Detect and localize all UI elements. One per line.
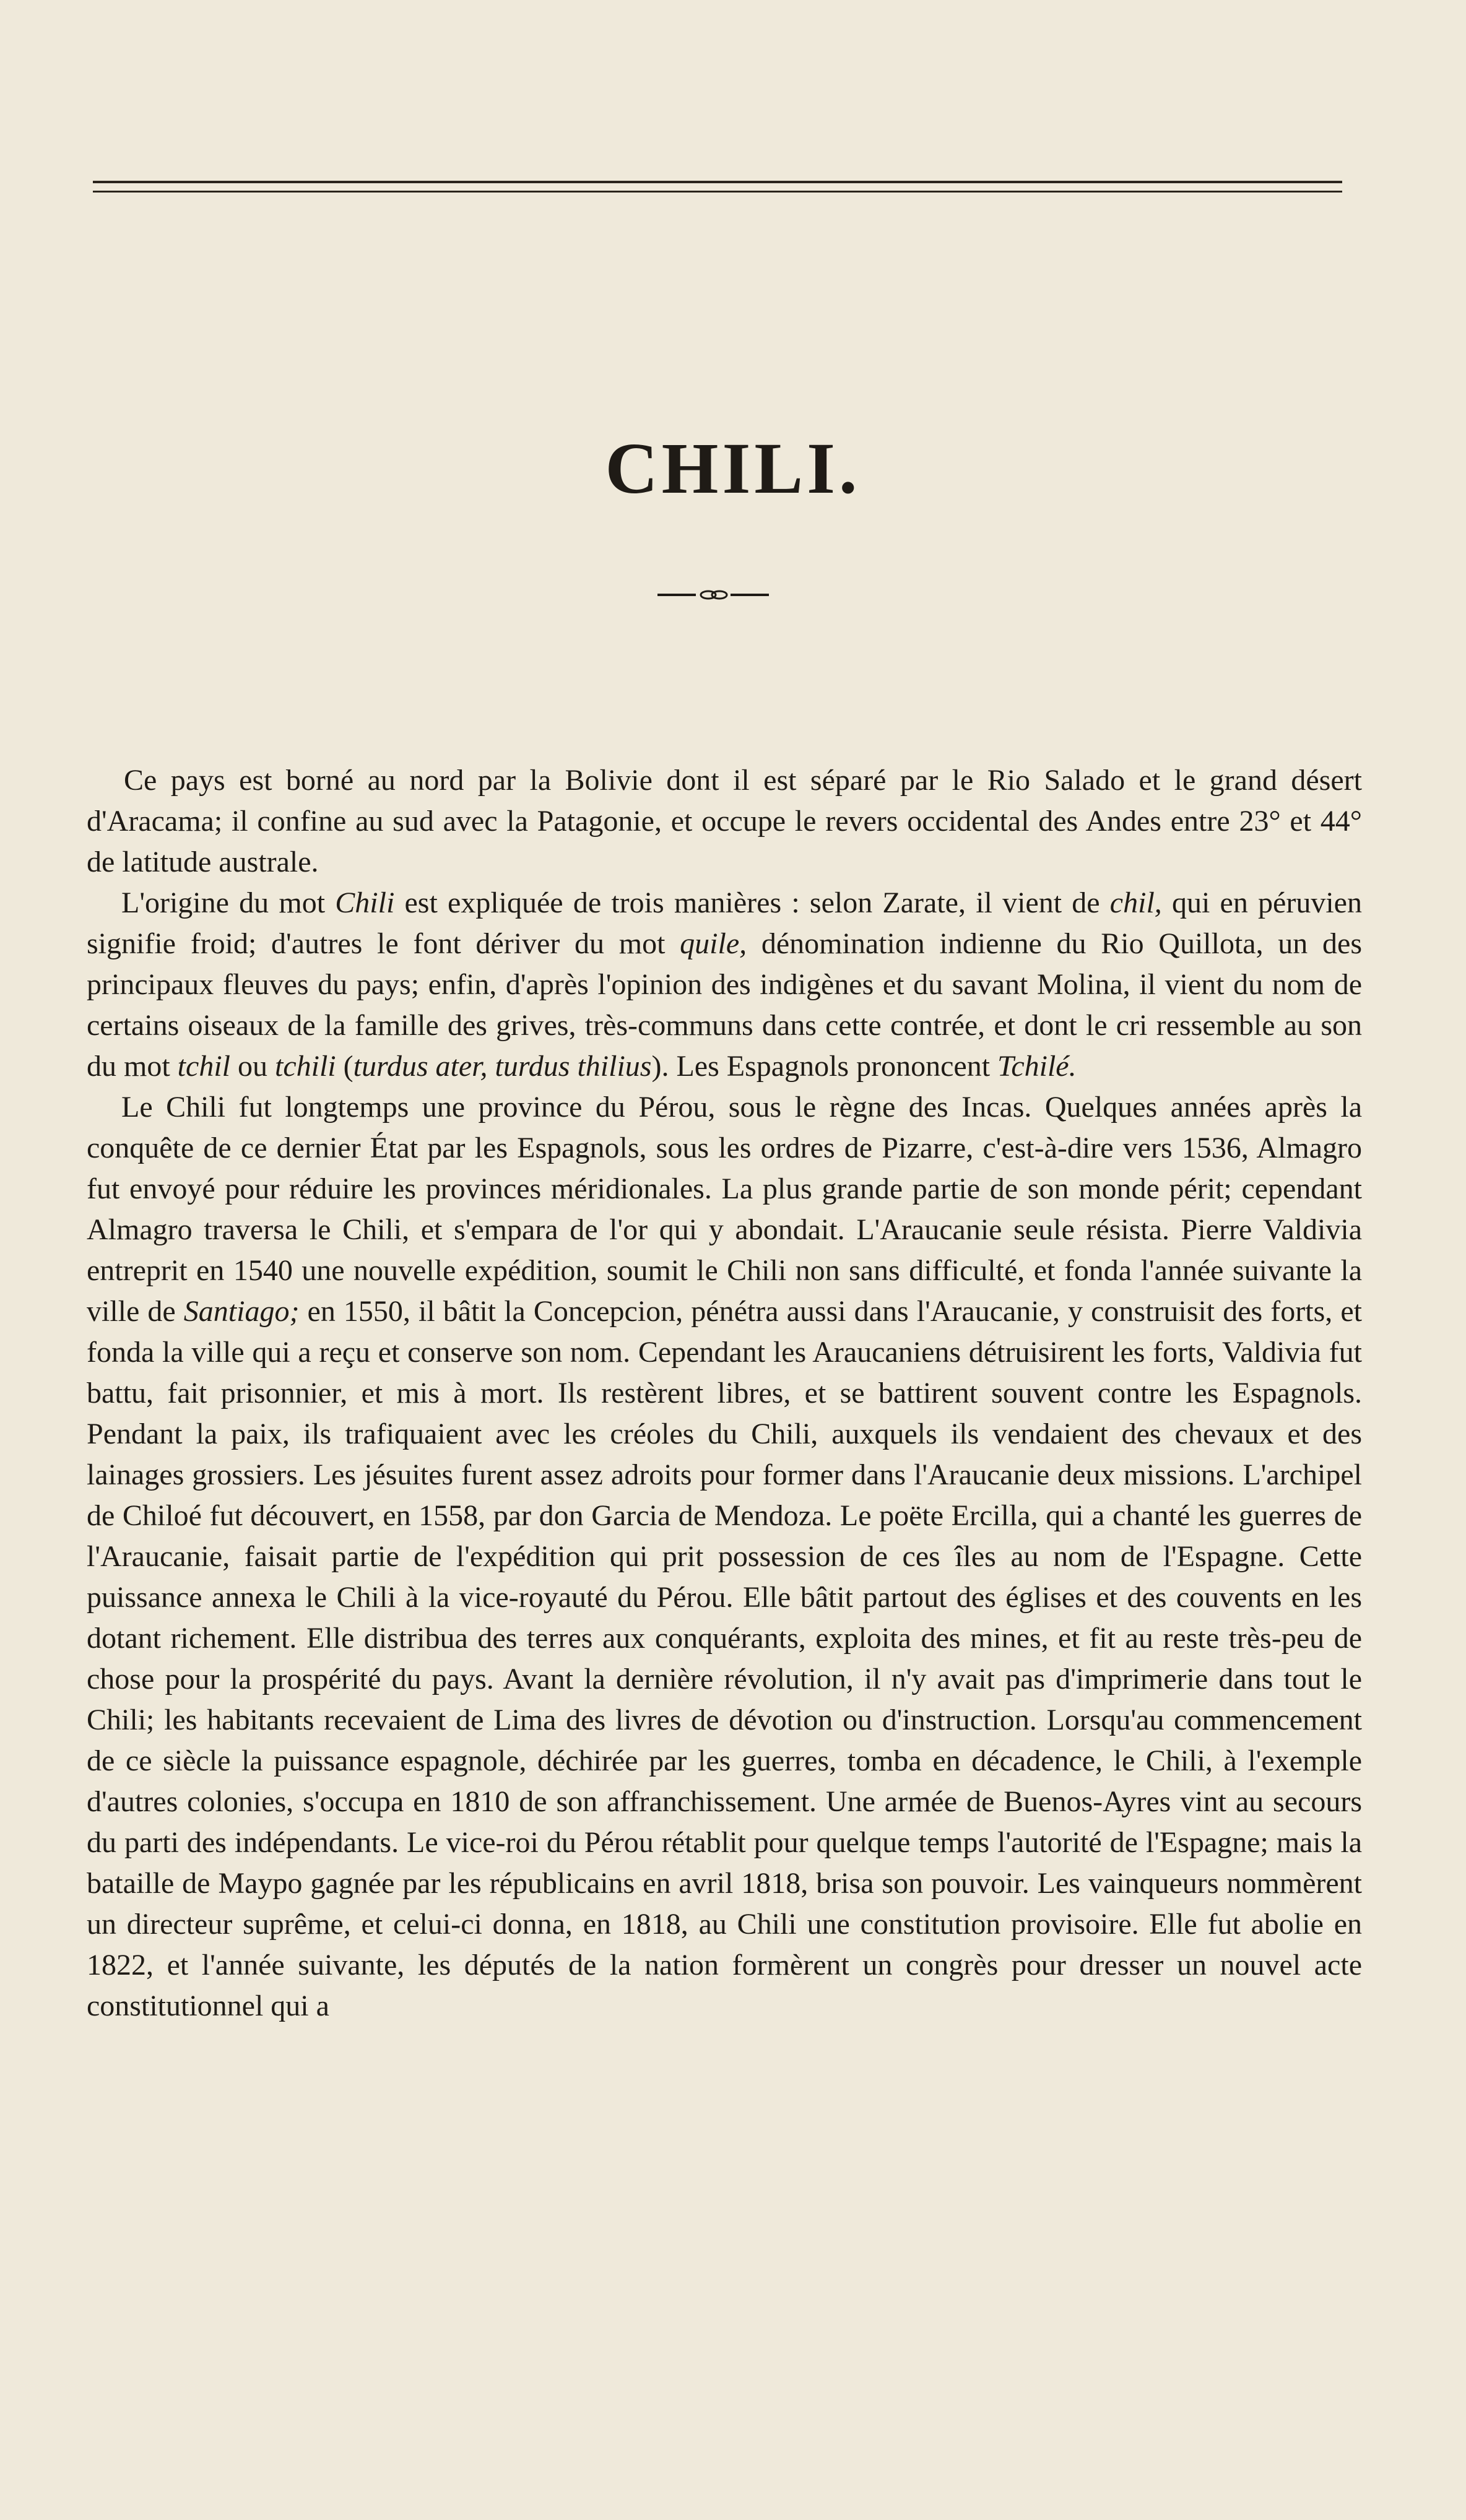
ornament-divider-icon — [657, 588, 769, 602]
paragraph — [87, 1087, 1362, 2027]
italic-text: quile, — [680, 927, 747, 960]
paragraph — [87, 883, 1362, 1087]
top-rule — [93, 181, 1342, 183]
text-run: L'origine du mot — [121, 886, 336, 919]
page-title: CHILI. — [605, 428, 861, 509]
text-run: dénomination indienne du Rio Quillota, un des principaux fleuves du pays; enfin, d'après l'opinion des indigènes et du savant Molina, il vient du nom de certains oiseaux de la famille des grives, très-communs dans cette contrée, et dont le cri ressemble au son du mot — [87, 927, 1363, 1083]
text-run: Le Chili fut longtemps une province du Pérou, sous le règne des Incas. Quelques années après la conquête de ce dernier État par les Espagnols, sous les ordres de Pizarre, c'est-à-dire vers 1536, Almagro fut envoyé pour réduire les provinces méridionales. La plus grande partie de son monde périt; cependant Almagro traversa le Chili, et s'empara de l'or qui y abondait. L'Araucanie seule résista. Pierre Valdivia entreprit en 1540 une nouvelle expédition, soumit le Chili non sans difficulté, et fonda l'année suivante la ville de — [87, 1091, 1362, 1328]
text-run: qui en péruvien signifie froid; d'autres le font dériver du mot — [87, 886, 1362, 960]
italic-text: Chili — [335, 886, 395, 919]
text-run: ). Les Espagnols prononcent — [651, 1050, 998, 1083]
text-run: en 1550, il bâtit la Concepcion, pénétra aussi dans l'Araucanie, y construisit des forts, et fonda la ville qui a reçu et conserve son nom. Cependant les Araucaniens détruisirent les forts, Valdivia fut battu, fait prisonnier, et mis à mort. Ils restèrent libres, et se battirent souvent contre les Espagnols. Pendant la paix, ils trafiquaient avec les créoles du Chili, auxquels ils vendaient des chevaux et des lainages grossiers. Les jésuites furent assez adroits pour former dans l'Araucanie deux missions. L'archipel de Chiloé fut découvert, en 1558, par don Garcia de Mendoza. Le poëte Ercilla, qui a chanté les guerres de l'Araucanie, faisait partie de l'expédition qui prit possession de ces îles au nom de l'Espagne. Cette puissance annexa le Chili à la vice-royauté du Pérou. Elle bâtit partout des églises et des couvents en les dotant richement. Elle distribua des terres aux conquérants, exploita des mines, et fit au reste très-peu de chose pour la prospérité du pays. Avant la dernière révolution, il n'y avait pas d'imprimerie dans tout le Chili; les habitants recevaient de Lima des livres de dévotion ou d'instruction. Lorsqu'au commencement de ce siècle la puissance espagnole, déchirée par les guerres, tomba en décadence, le Chili, à l'exemple d'autres colonies, s'occupa en 1810 de son affranchissement. Une armée de Buenos-Ayres vint au secours du parti des indépendants. Le vice-roi du Pérou rétablit pour quelque temps l'autorité de l'Espagne; mais la bataille de Maypo gagnée par les républicains en avril 1818, brisa son pouvoir. Les vainqueurs nommèrent un directeur suprême, et celui-ci donna, en 1818, au Chili une constitution provisoire. Elle fut abolie en 1822, et l'année suivante, les députés de la nation formèrent un congrès pour dresser un nouvel acte constitutionnel qui a — [87, 1295, 1362, 2022]
top-rule-thin — [93, 191, 1342, 193]
text-run: ou — [230, 1050, 275, 1083]
italic-text: turdus ater, turdus thilius — [353, 1050, 652, 1083]
italic-text: tchili — [274, 1050, 336, 1083]
text-run: est expliquée de trois manières : selon Zarate, il vient de — [394, 886, 1110, 919]
paragraph — [87, 760, 1362, 883]
text-run: ( — [336, 1050, 353, 1083]
body-text — [87, 760, 1362, 2027]
text-run: Ce pays est borné au nord par la Bolivie dont il est séparé par le Rio Salado et le grand désert d'Aracama; il confine au sud avec la Patagonie, et occupe le revers occidental des Andes entre 23° et 44° de latitude australe. — [87, 764, 1362, 878]
italic-text: tchil — [177, 1050, 230, 1083]
italic-text: Tchilé. — [997, 1050, 1077, 1083]
italic-text: chil, — [1109, 886, 1162, 919]
italic-text: Santiago; — [183, 1295, 300, 1328]
